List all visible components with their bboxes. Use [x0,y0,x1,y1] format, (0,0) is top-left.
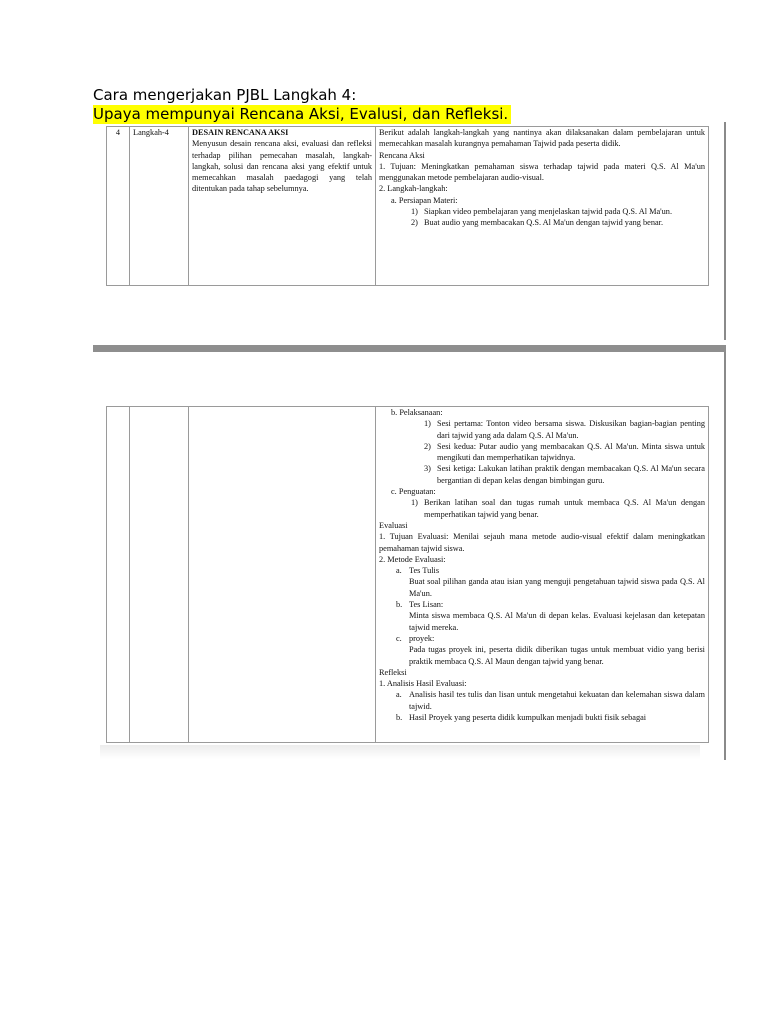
list-item [379,497,705,520]
design-title: DESAIN RENCANA AKSI [192,128,289,137]
list-item [379,463,705,486]
list-item [379,633,705,644]
list-text: Pada tugas proyek ini, peserta didik diberikan tugas untuk membuat vidio yang berisi praktik membaca Q.S. Al Maun dengan tajwid yang benar. [409,645,705,666]
list-marker: 1) [424,419,431,429]
list-item [379,407,705,418]
list-marker: a. [391,195,397,205]
cell-content [376,407,709,743]
page-separator [93,345,726,352]
cell-design [189,127,376,286]
list-item [379,217,705,228]
lesson-table-part2 [106,406,709,743]
list-item [379,195,705,206]
list-text: Sesi ketiga: Lakukan latihan praktik dengan membacakan Q.S. Al Ma'un secara bergantian di depan kelas dengan bimbingan guru. [437,464,705,485]
list-title: proyek: [409,633,435,643]
list-marker: b. [396,600,403,610]
evaluasi-title: Evaluasi [379,520,408,530]
analisis-title: 1. Analisis Hasil Evaluasi: [379,679,467,689]
list-marker: c. [391,487,397,497]
list-marker: c. [396,633,402,643]
cell-design [189,407,376,743]
design-description: Menyusun desain rencana aksi, evaluasi dan refleksi terhadap pilihan pemecahan masalah, langkah-langkah, solusi dan rencana aksi yang efektif untuk memecahkan masalah paedagogi yang telah ditentukan pada tahap sebelumnya. [192,139,372,194]
list-text: Buat soal pilihan ganda atau isian yang menguji pengetahuan tajwid siswa pada Q.S. Al Ma'un. [409,577,705,598]
list-marker: b. [391,408,398,417]
list-item [379,441,705,464]
heading-subtitle-highlighted: Upaya mempunyai Rencana Aksi, Evalusi, dan Refleksi. [93,105,511,124]
list-item [379,599,705,610]
list-marker: 3) [424,464,431,474]
pelaksanaan-title: Pelaksanaan: [399,408,443,417]
page-edge-right [724,352,726,760]
rencana-title: Rencana Aksi [379,150,425,160]
tujuan-text: 1. Tujuan: Meningkatkan pemahaman siswa terhadap tajwid pada materi Q.S. Al Ma'un menggunakan metode pembelajaran audio-visual. [379,161,705,183]
metode-title: 2. Metode Evaluasi: [379,554,446,564]
refleksi-title: Refleksi [379,667,407,677]
list-marker: a. [396,690,402,700]
cell-step [130,407,189,743]
list-item [379,565,705,576]
list-text: Siapkan video pembelajaran yang menjelaskan tajwid pada Q.S. Al Ma'un. [424,207,673,217]
list-text: Sesi kedua: Putar audio yang membacakan Q.S. Al Ma'un. Minta siswa untuk mengikuti dan memperhatikan tajwidnya. [437,441,705,463]
list-text: Berikan latihan soal dan tugas rumah untuk membaca Q.S. Al Ma'un dengan memperhatikan tajwid yang benar. [424,498,705,519]
list-marker: 1) [411,207,418,217]
lesson-table-part1 [106,126,709,286]
list-item [379,418,705,441]
cell-number: 4 [107,127,130,286]
list-item [379,486,705,497]
cell-number [107,407,130,743]
heading [93,86,511,124]
list-marker: 2) [424,441,431,451]
cell-step: Langkah-4 [130,127,189,286]
page-edge-right [724,122,726,340]
list-text: Analisis hasil tes tulis dan lisan untuk mengetahui kekuatan dan kelemahan siswa dalam tajwid. [409,690,705,711]
list-text: Minta siswa membaca Q.S. Al Ma'un di depan kelas. Evaluasi kejelasan dan ketepatan tajwid mereka. [409,611,705,632]
list-item [379,712,705,723]
table-row [107,407,709,743]
list-item [379,689,705,712]
list-marker: a. [396,566,402,576]
list-text: Hasil Proyek yang peserta didik kumpulkan menjadi bukti fisik sebagai [409,713,647,723]
list-item [379,206,705,217]
table-row [107,127,709,286]
list-marker: b. [396,713,403,723]
evaluasi-tujuan: 1. Tujuan Evaluasi: Menilai sejauh mana metode audio-visual efektif dalam meningkatkan pemahaman tajwid siswa. [379,532,705,553]
list-text: Sesi pertama: Tonton video bersama siswa. Diskusikan bagian-bagian penting dari tajwid yang ada dalam Q.S. Al Ma'un. [437,419,705,440]
persiapan-title: Persiapan Materi: [398,195,458,205]
heading-title: Cara mengerjakan PJBL Langkah 4: [93,86,357,104]
penguatan-title: Penguatan: [398,487,436,497]
intro-text: Berikut adalah langkah-langkah yang nantinya akan dilaksanakan dalam pembelajaran untuk memecahkan masalah kurangnya pemahaman Tajwid pada peserta didik. [379,128,705,149]
list-title: Tes Tulis [409,566,440,576]
list-title: Tes Lisan: [409,600,444,610]
cell-content [376,127,709,286]
list-marker: 1) [411,498,418,508]
list-marker: 2) [411,218,418,228]
table-shadow [100,745,700,759]
langkah-title: 2. Langkah-langkah: [379,184,448,194]
list-text: Buat audio yang membacakan Q.S. Al Ma'un dengan tajwid yang benar. [424,218,664,228]
